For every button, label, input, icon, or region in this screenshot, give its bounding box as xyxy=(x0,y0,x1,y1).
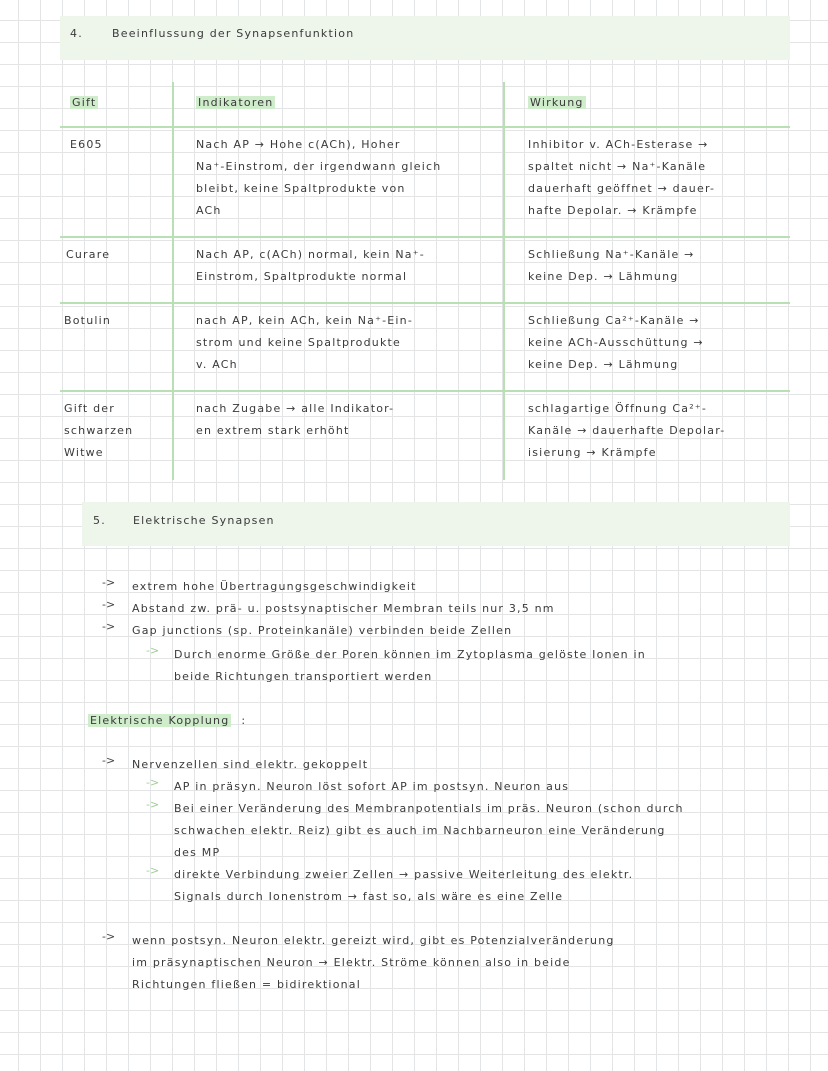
sub-bullet-arrow-icon: -> xyxy=(146,776,160,789)
table-row-4-indikatoren: nach Zugabe → alle Indikator- en extrem stark erhöht xyxy=(196,402,395,437)
table-row-4-gift: Gift der schwarzen Witwe xyxy=(64,402,134,459)
table-col-divider-1 xyxy=(172,82,174,480)
bullet-arrow-icon: -> xyxy=(102,930,116,943)
table-header-line xyxy=(60,126,790,128)
table-row-1-indikatoren: Nach AP → Hohe c(ACh), Hoher Na⁺-Einstrom, der irgendwann gleich bleibt, keine Spaltprodukte von ACh xyxy=(196,138,442,217)
table-row-3-gift: Botulin xyxy=(64,314,112,327)
table-row-3-indikatoren: nach AP, kein ACh, kein Na⁺-Ein- strom und keine Spaltprodukte v. ACh xyxy=(196,314,413,371)
section-4-number: 4. xyxy=(70,27,83,40)
bullet-arrow-icon: -> xyxy=(102,620,116,633)
list-item: Abstand zw. prä- u. postsynaptischer Membran teils nur 3,5 nm xyxy=(132,602,555,615)
bullet-arrow-icon: -> xyxy=(102,754,116,767)
sub-list-item: AP in präsyn. Neuron löst sofort AP im postsyn. Neuron aus xyxy=(174,780,570,793)
sub-list-item: direkte Verbindung zweier Zellen → passive Weiterleitung des elektr. Signals durch Ionenstrom → fast so, als wäre es eine Zelle xyxy=(174,868,634,903)
table-header-wirkung: Wirkung xyxy=(530,96,584,109)
sub-bullet-arrow-icon: -> xyxy=(146,798,160,811)
table-row-line-3 xyxy=(60,390,790,392)
list-item: extrem hohe Übertragungsgeschwindigkeit xyxy=(132,580,417,593)
sub-bullet-arrow-icon: -> xyxy=(146,864,160,877)
list-item: Gap junctions (sp. Proteinkanäle) verbinden beide Zellen xyxy=(132,624,513,637)
table-row-line-1 xyxy=(60,236,790,238)
table-row-3-wirkung: Schließung Ca²⁺-Kanäle → keine ACh-Ausschüttung → keine Dep. → Lähmung xyxy=(528,314,704,371)
table-col-divider-2 xyxy=(503,82,505,480)
list-item: wenn postsyn. Neuron elektr. gereizt wird, gibt es Potenzialveränderung im präsynaptischen Neuron → Elektr. Ströme können also in beide Richtungen fließen = bidirektional xyxy=(132,934,615,991)
sub-bullet-arrow-icon: -> xyxy=(146,644,160,657)
table-row-2-indikatoren: Nach AP, c(ACh) normal, kein Na⁺- Einstrom, Spaltprodukte normal xyxy=(196,248,425,283)
section-5-title: Elektrische Synapsen xyxy=(133,514,275,527)
bullet-arrow-icon: -> xyxy=(102,576,116,589)
table-row-4-wirkung: schlagartige Öffnung Ca²⁺- Kanäle → dauerhafte Depolar- isierung → Krämpfe xyxy=(528,402,726,459)
bullet-arrow-icon: -> xyxy=(102,598,116,611)
table-row-1-wirkung: Inhibitor v. ACh-Esterase → spaltet nicht → Na⁺-Kanäle dauerhaft geöffnet → dauer- hafte Depolar. → Krämpfe xyxy=(528,138,716,217)
table-header-indikatoren: Indikatoren xyxy=(198,96,274,109)
table-row-line-2 xyxy=(60,302,790,304)
table-row-2-gift: Curare xyxy=(66,248,111,261)
kopplung-heading: Elektrische Kopplung : xyxy=(90,714,247,727)
sub-list-item: Durch enorme Größe der Poren können im Zytoplasma gelöste Ionen in beide Richtungen transportiert werden xyxy=(174,648,646,683)
list-item: Nervenzellen sind elektr. gekoppelt xyxy=(132,758,369,771)
section-5-number: 5. xyxy=(93,514,106,527)
section-4-title: Beeinflussung der Synapsenfunktion xyxy=(112,27,355,40)
table-row-2-wirkung: Schließung Na⁺-Kanäle → keine Dep. → Lähmung xyxy=(528,248,695,283)
table-header-gift: Gift xyxy=(72,96,97,109)
sub-list-item: Bei einer Veränderung des Membranpotentials im präs. Neuron (schon durch schwachen elektr. Reiz) gibt es auch im Nachbarneuron eine Veränderung des MP xyxy=(174,802,684,859)
table-row-1-gift: E605 xyxy=(70,138,103,151)
